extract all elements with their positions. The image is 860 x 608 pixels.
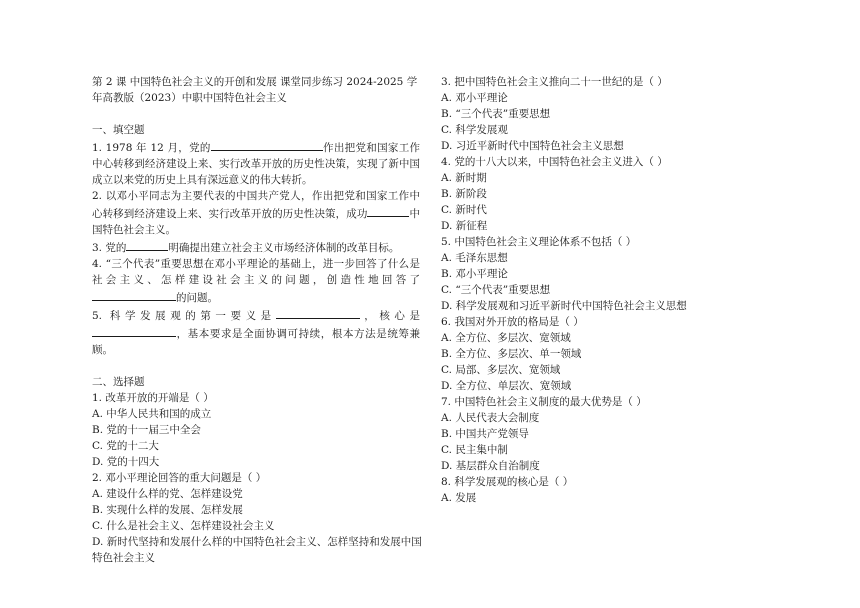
left-column [92, 74, 420, 566]
option-a[interactable]: A. 中华人民共和国的成立 [92, 408, 212, 420]
answer-blank[interactable] [211, 138, 323, 151]
choice-question-8: 8. 科学发展观的核心是（ ） [441, 476, 574, 488]
answer-blank[interactable] [276, 306, 360, 319]
option-b[interactable]: B. 邓小平理论 [441, 268, 508, 280]
fill-question-4: 4. “三个代表”重要思想在邓小平理论的基础上，进一步回答了什么是社会主义、怎样建设社会主义的问题，创造性地回答了的问题。 [92, 258, 420, 304]
choice-question-3: 3. 把中国特色社会主义推向二十一世纪的是（ ） [441, 76, 668, 88]
fill-question-3: 3. 党的 明确提出建立社会主义市场经济体制的改革目标。 [92, 238, 420, 256]
option-c[interactable]: C. 民主集中制 [441, 444, 508, 456]
option-c[interactable]: C. 科学发展观 [441, 124, 508, 136]
option-d[interactable]: D. 党的十四大 [92, 456, 160, 468]
fill-in-heading: 一、填空题 [92, 124, 145, 136]
answer-blank[interactable] [92, 324, 176, 337]
option-c[interactable]: C. 局部、多层次、宽领域 [441, 364, 561, 376]
answer-blank[interactable] [92, 288, 176, 301]
choice-options-6 [441, 330, 771, 394]
fill-in-section [92, 122, 420, 358]
option-b[interactable]: B. “三个代表”重要思想 [441, 108, 551, 120]
option-c[interactable]: C. 新时代 [441, 204, 487, 216]
right-column [441, 74, 771, 506]
choice-question-7: 7. 中国特色社会主义制度的最大优势是（ ） [441, 396, 647, 408]
option-b[interactable]: B. 全方位、多层次、单一领域 [441, 348, 582, 360]
option-a[interactable]: A. 建设什么样的党、怎样建设党 [92, 488, 243, 500]
option-d[interactable]: D. 全方位、单层次、宽领域 [441, 380, 572, 392]
option-d[interactable]: D. 新时代坚持和发展什么样的中国特色社会主义、怎样坚持和发展中国特色社会主义 [92, 536, 422, 564]
choice-section [92, 374, 420, 566]
option-b[interactable]: B. 新阶段 [441, 188, 487, 200]
fill-question-5: 5. 科学发展观的第一要义是 ，核心是，基本要求是全面协调可持续，根本方法是统筹兼顾。 [92, 306, 420, 358]
document-title: 第 2 课 中国特色社会主义的开创和发展 课堂同步练习 2024-2025 学年高教版（2023）中职中国特色社会主义 [92, 76, 418, 104]
choice-question-6: 6. 我国对外开放的格局是（ ） [441, 316, 584, 328]
choice-options-4 [441, 170, 771, 234]
choice-question-1: 1. 改革开放的开端是（ ） [92, 392, 214, 404]
option-d[interactable]: D. 基层群众自治制度 [441, 460, 540, 472]
option-d[interactable]: D. 科学发展观和习近平新时代中国特色社会主义思想 [441, 300, 687, 312]
option-b[interactable]: B. 中国共产党领导 [441, 428, 529, 440]
answer-blank[interactable] [126, 238, 168, 251]
option-d[interactable]: D. 习近平新时代中国特色社会主义思想 [441, 140, 624, 152]
choice-question-2: 2. 邓小平理论回答的重大问题是（ ） [92, 472, 267, 484]
choice-heading: 二、选择题 [92, 376, 145, 388]
option-c[interactable]: C. 什么是社会主义、怎样建设社会主义 [92, 520, 275, 532]
option-c[interactable]: C. 党的十二大 [92, 440, 159, 452]
choice-options-2 [92, 486, 420, 566]
option-d[interactable]: D. 新征程 [441, 220, 488, 232]
answer-blank[interactable] [367, 204, 409, 217]
choice-options-3 [441, 90, 771, 154]
option-a[interactable]: A. 新时期 [441, 172, 487, 184]
option-a[interactable]: A. 全方位、多层次、宽领域 [441, 332, 571, 344]
option-b[interactable]: B. 实现什么样的发展、怎样发展 [92, 504, 243, 516]
option-b[interactable]: B. 党的十一届三中全会 [92, 424, 201, 436]
fill-question-1: 1. 1978 年 12 月，党的 作出把党和国家工作中心转移到经济建设上来、实行改革开放的历史性决策，实现了新中国成立以来党的历史上具有深远意义的伟大转折。 [92, 138, 420, 188]
fill-question-2: 2. 以邓小平同志为主要代表的中国共产党人，作出把党和国家工作中心转移到经济建设上来、实行改革开放的历史性决策，成功 中国特色社会主义。 [92, 190, 420, 236]
option-a[interactable]: A. 邓小平理论 [441, 92, 508, 104]
option-a[interactable]: A. 毛泽东思想 [441, 252, 508, 264]
choice-options-1 [92, 406, 420, 470]
choice-options-8 [441, 490, 771, 506]
option-a[interactable]: A. 人民代表大会制度 [441, 412, 540, 424]
choice-options-5 [441, 250, 771, 314]
choice-question-4: 4. 党的十八大以来，中国特色社会主义进入（ ） [441, 156, 668, 168]
option-c[interactable]: C. “三个代表”重要思想 [441, 284, 551, 296]
option-a[interactable]: A. 发展 [441, 492, 477, 504]
choice-options-7 [441, 410, 771, 474]
choice-question-5: 5. 中国特色社会主义理论体系不包括（ ） [441, 236, 637, 248]
